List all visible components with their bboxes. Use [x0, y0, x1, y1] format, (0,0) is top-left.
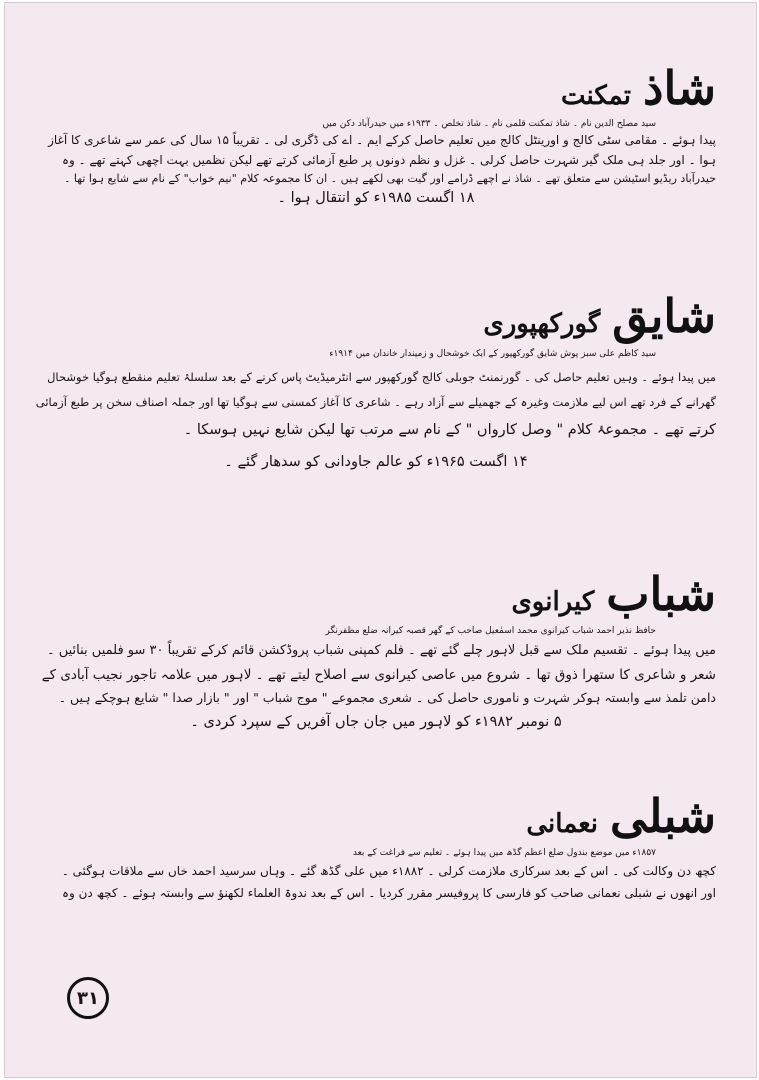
- entry-text-line: دامن تلمذ سے وابستہ ہوکر شہرت و ناموری حاصل کی ۔ شعری مجموعے " موج شباب " اور " بازار صدا " شایع ہوچکے ہیں ۔: [58, 689, 716, 705]
- entry-text-line: گھرانے کے فرد تھے اس لیے ملازمت وغیرہ کے جھمیلے سے آزاد رہے ۔ شاعری کا آغاز کمسنی سے ہوگیا تھا اور جملہ اصناف سخن پر طبع آزمائی: [35, 395, 716, 410]
- entry-shaz-tamkanat: [36, 61, 716, 211]
- entry-heading: [36, 61, 716, 115]
- entry-heading: [36, 289, 716, 343]
- book-page: [4, 2, 757, 1078]
- entry-text-line: سید کاظم علی سبز پوش شایق گورکھپور کے ایک خوشحال و زمیندار خاندان میں ۱۹۱۴ء: [329, 349, 656, 359]
- entry-text-line: ہوا ۔ اور جلد ہی ملک گیر شہرت حاصل کرلی ۔ غزل و نظم دونوں پر طبع آزمائی کرتے تھے لیکن نظمیں بہت اچھی کہتے تھے ۔ وہ: [62, 152, 716, 167]
- entry-heading-main: شباب: [606, 567, 716, 621]
- entry-text-line: اور انھوں نے شبلی نعمانی صاحب کو فارسی کا پروفیسر مقرر کردیا ۔ اس کے بعد ندوۃ العلماء لکھنؤ سے وابستہ ہوئے ۔ کچھ دن وہ: [61, 885, 716, 900]
- entry-text-line: حیدرآباد ریڈیو اسٹیشن سے متعلق تھے ۔ شاذ نے اچھے ڈرامے اور گیت بھی لکھے ہیں ۔ ان کا مجموعہ کلام "نیم خواب" کے نام سے شایع ہوا تھا ۔: [63, 171, 716, 185]
- entry-text-line: کرتے تھے ۔ مجموعۂ کلام " وصل کارواں " کے نام سے مرتب تھا لیکن شایع نہیں ہوسکا ۔: [183, 422, 716, 439]
- entry-shibli-nomani: [36, 789, 716, 904]
- entry-text-line: میں پیدا ہوئے ۔ وہیں تعلیم حاصل کی ۔ گورنمنٹ جوبلی کالج گورکھپور سے انٹرمیڈیٹ پاس کرنے کے بعد سلسلۂ تعلیم منقطع ہوگیا خوشحال: [47, 369, 716, 384]
- entry-heading-main: شبلی: [610, 789, 716, 843]
- entry-heading: [36, 789, 716, 843]
- page-number: ۳۱: [67, 977, 109, 1019]
- entry-heading-main: شاذ: [642, 61, 716, 115]
- entry-text-line: شعر و شاعری کا ستھرا ذوق تھا ۔ شروع میں عاصی کیرانوی سے اصلاح لیتے تھے ۔ لاہور میں علامہ تاجور نجیب آبادی کے: [41, 666, 716, 683]
- entry-date-line: ۱۴ اگست ۱۹۶۵ء کو عالم جاودانی کو سدھار گئے ۔: [224, 454, 528, 471]
- entry-heading-sub: کیرانوی: [511, 587, 595, 617]
- entry-text-line: میں پیدا ہوئے ۔ تقسیم ملک سے قبل لاہور چلے گئے تھے ۔ فلم کمپنی شباب پروڈکشن قائم کرکے تقریباً ۳۰ سو فلمیں بنائیں ۔: [46, 643, 716, 659]
- entry-shayiq-gorakhpuri: [35, 289, 716, 479]
- entry-heading-sub: گورکھپوری: [483, 309, 601, 339]
- entry-text-line: کچھ دن وکالت کی ۔ اس کے بعد سرکاری ملازمت کرلی ۔ ۱۸۸۲ء میں علی گڈھ گئے ۔ وہاں سرسید احمد خاں سے ملاقات ہوگئی ۔: [61, 864, 716, 879]
- entry-date-line: ۵ نومبر ۱۹۸۲ء کو لاہور میں جان جاں آفریں کے سپرد کردی ۔: [190, 714, 562, 731]
- entry-shabab-kairanvi: [36, 567, 716, 735]
- entry-date-line: ۱۸ اگست ۱۹۸۵ء کو انتقال ہوا ۔: [277, 190, 475, 207]
- entry-heading-sub: تمکنت: [560, 81, 631, 111]
- entry-text-line: سید مصلح الدین نام ۔ شاذ تمکنت قلمی نام ۔ شاذ تخلص ۔ ۱۹۳۳ء میں حیدرآباد دکن میں: [322, 119, 656, 129]
- entry-heading-sub: نعمانی: [526, 809, 598, 839]
- entry-heading: [36, 567, 716, 621]
- entry-text-line: حافظ نذیر احمد شباب کیرانوی محمد اسمٰعیل صاحب کے گھر قصبہ کیرانہ ضلع مظفرنگر: [325, 626, 656, 636]
- entry-text-line: ۱۸۵۷ء میں موضع بندول ضلع اعظم گڈھ میں پیدا ہوئے ۔ تعلیم سے فراغت کے بعد: [352, 848, 656, 858]
- entry-text-line: پیدا ہوئے ۔ مقامی سٹی کالج و اورینٹل کالج میں تعلیم حاصل کرکے ایم ۔ اے کی ڈگری لی ۔ تقریباً ۱۵ سال کی عمر سے شاعری کا آغاز: [48, 133, 716, 148]
- entry-heading-main: شایق: [612, 289, 716, 343]
